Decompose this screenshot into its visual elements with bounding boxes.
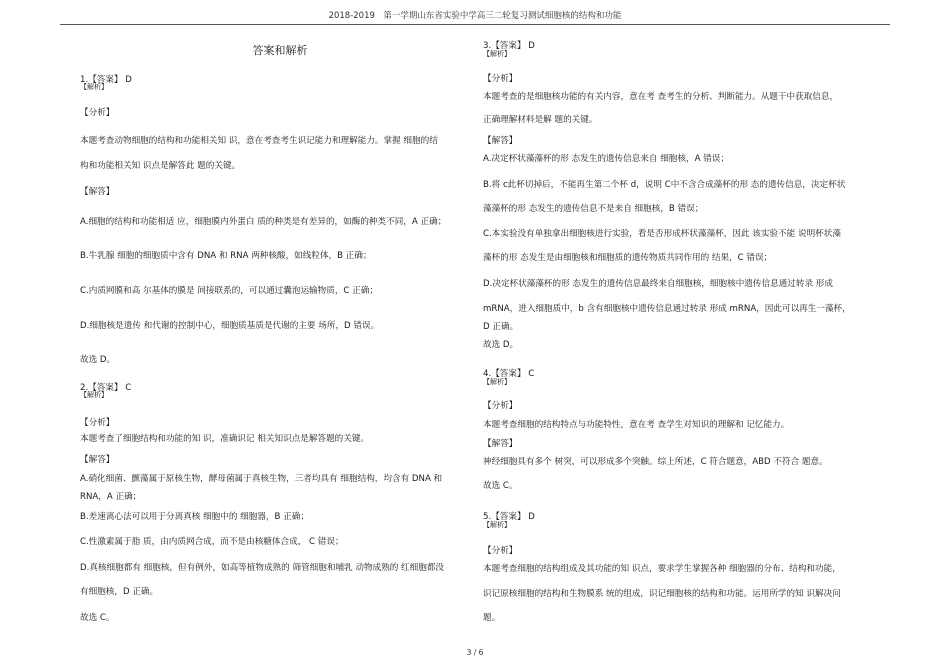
text-line: 【解答】 <box>483 439 518 449</box>
text-line: mRNA，进入细胞质中，b 含有细胞核中遗传信息通过转录 形成 mRNA，因此可以再生一藻杯， <box>483 304 851 314</box>
text-line: 本题考查的是细胞核功能的有关内容，意在考 查考生的分析、判断能力。从题干中获取信息， <box>483 92 839 102</box>
text-line: A.硝化细菌、颤藻属于原核生物，酵母菌属于真核生物，三者均具有 细胞结构，均含有 DNA 和 <box>80 474 443 484</box>
text-line: 藻杯的形 态发生是由细胞核和细胞质的遗传物质共同作用的 结果，C 错误； <box>483 253 773 263</box>
text-line: A.决定杯状藻藻杯的形 态发生的遗传信息来自 细胞核，A 错误； <box>483 154 729 164</box>
text-line: B.将 c此杯切掉后，不能再生第二个杯 d，说明 C中不含合成藻杯的形 态的遗传信息，决定杯状 <box>483 180 846 190</box>
text-line: D 正确。 <box>483 322 519 332</box>
text-line: B.牛乳腺 细胞的细胞质中含有 DNA 和 RNA 两种核酸，如线粒体，B 正确； <box>80 251 372 261</box>
text-line: 【解析】 <box>483 378 511 386</box>
section-title: 答案和解析 <box>252 44 308 57</box>
page-number: 3 / 6 <box>466 648 484 657</box>
text-line: C.本实验没有单独拿出细胞核进行实验，看是否形成杯状藻藻杯，因此 该实验不能 说明杯状藻 <box>483 229 841 239</box>
text-line: 【分析】 <box>483 546 518 556</box>
text-line: 本题考查细胞的结构组成及其功能的知 识点，要求学生掌握各种 细胞器的分布、结构和功能， <box>483 564 841 574</box>
text-line: C.内质网膜和高 尔基体的膜是 间接联系的，可以通过囊泡运输物质，C 正确； <box>80 286 378 296</box>
text-line: 本题考查细胞的结构特点与功能特性，意在考 查学生对知识的理解和 记忆能力。 <box>483 420 790 430</box>
text-line: A.细胞的结构和功能相适 应，细胞膜内外蛋白 质的种类是有差异的，如酶的种类不同，A 正确； <box>80 217 447 227</box>
text-line: 【解析】 <box>80 83 108 91</box>
text-line: 【解析】 <box>483 50 511 58</box>
text-line: D.真核细胞都有 细胞核，但有例外，如高等植物成熟的 筛管细胞和哺乳 动物成熟的 红细胞都没 <box>80 563 445 573</box>
text-line: 3.【答案】 D <box>483 41 535 51</box>
text-line: 【解析】 <box>80 391 108 399</box>
text-line: 正确理解材料是解 题的关键。 <box>483 115 598 125</box>
text-line: RNA，A 正确； <box>80 492 142 502</box>
text-line: 故选 D。 <box>80 355 116 365</box>
text-line: 神经细胞具有多个 树突，可以形成多个突触。综上所述，C 符合题意，ABD 不符合 题意。 <box>483 457 828 467</box>
text-line: 【分析】 <box>483 401 518 411</box>
text-line: C.性激素属于脂 质，由内质网合成，而不是由核糖体合成， C 错误； <box>80 537 344 547</box>
text-line: 构和功能相关知 识点是解答此 题的关键。 <box>80 161 241 171</box>
text-line: 有细胞核，D 正确。 <box>80 587 159 597</box>
text-line: 藻藻杯的形 态发生的遗传信息不是来自 细胞核，B 错误； <box>483 204 704 214</box>
text-line: 【解答】 <box>483 136 518 146</box>
text-line: 本题考查动物细胞的结构和功能相关知 识，意在考查考生识记能力和理解能力。掌握 细胞的结 <box>80 136 438 146</box>
text-line: D.决定杯状藻藻杯的形 态发生的遗传信息最终来自细胞核，细胞核中遗传信息通过转录 形成 <box>483 279 833 289</box>
text-line: 【分析】 <box>80 108 115 118</box>
text-line: 故选 C。 <box>483 481 518 491</box>
text-line: 【解答】 <box>80 187 115 197</box>
text-line: 2.【答案】 C <box>80 383 132 393</box>
text-line: 题。 <box>483 613 501 623</box>
text-line: 4.【答案】 C <box>483 369 535 379</box>
text-line: 【解答】 <box>80 455 115 465</box>
running-header: 2018-2019 第一学期山东省实验中学高三二轮复习测试细胞核的结构和功能 <box>60 8 890 25</box>
text-line: 【解析】 <box>483 521 511 529</box>
text-line: 【分析】 <box>483 74 518 84</box>
text-line: D.细胞核是遗传 和代谢的控制中心，细胞质基质是代谢的主要 场所，D 错误。 <box>80 321 380 331</box>
text-line: 故选 C。 <box>80 613 115 623</box>
text-line: 识记原核细胞的结构和生物膜系 统的组成，识记细胞核的结构和功能。运用所学的知 识解决问 <box>483 589 841 599</box>
text-line: 故选 D。 <box>483 340 519 350</box>
text-line: B.差速离心法可以用于分离真核 细胞中的 细胞器，B 正确； <box>80 512 309 522</box>
text-line: 1.【答案】 D <box>80 75 132 85</box>
text-line: 5.【答案】 D <box>483 512 535 522</box>
text-line: 【分析】 <box>80 418 115 428</box>
text-line: 本题考查了细胞结构和功能的知 识，准确识记 相关知识点是解答题的关键。 <box>80 434 370 444</box>
